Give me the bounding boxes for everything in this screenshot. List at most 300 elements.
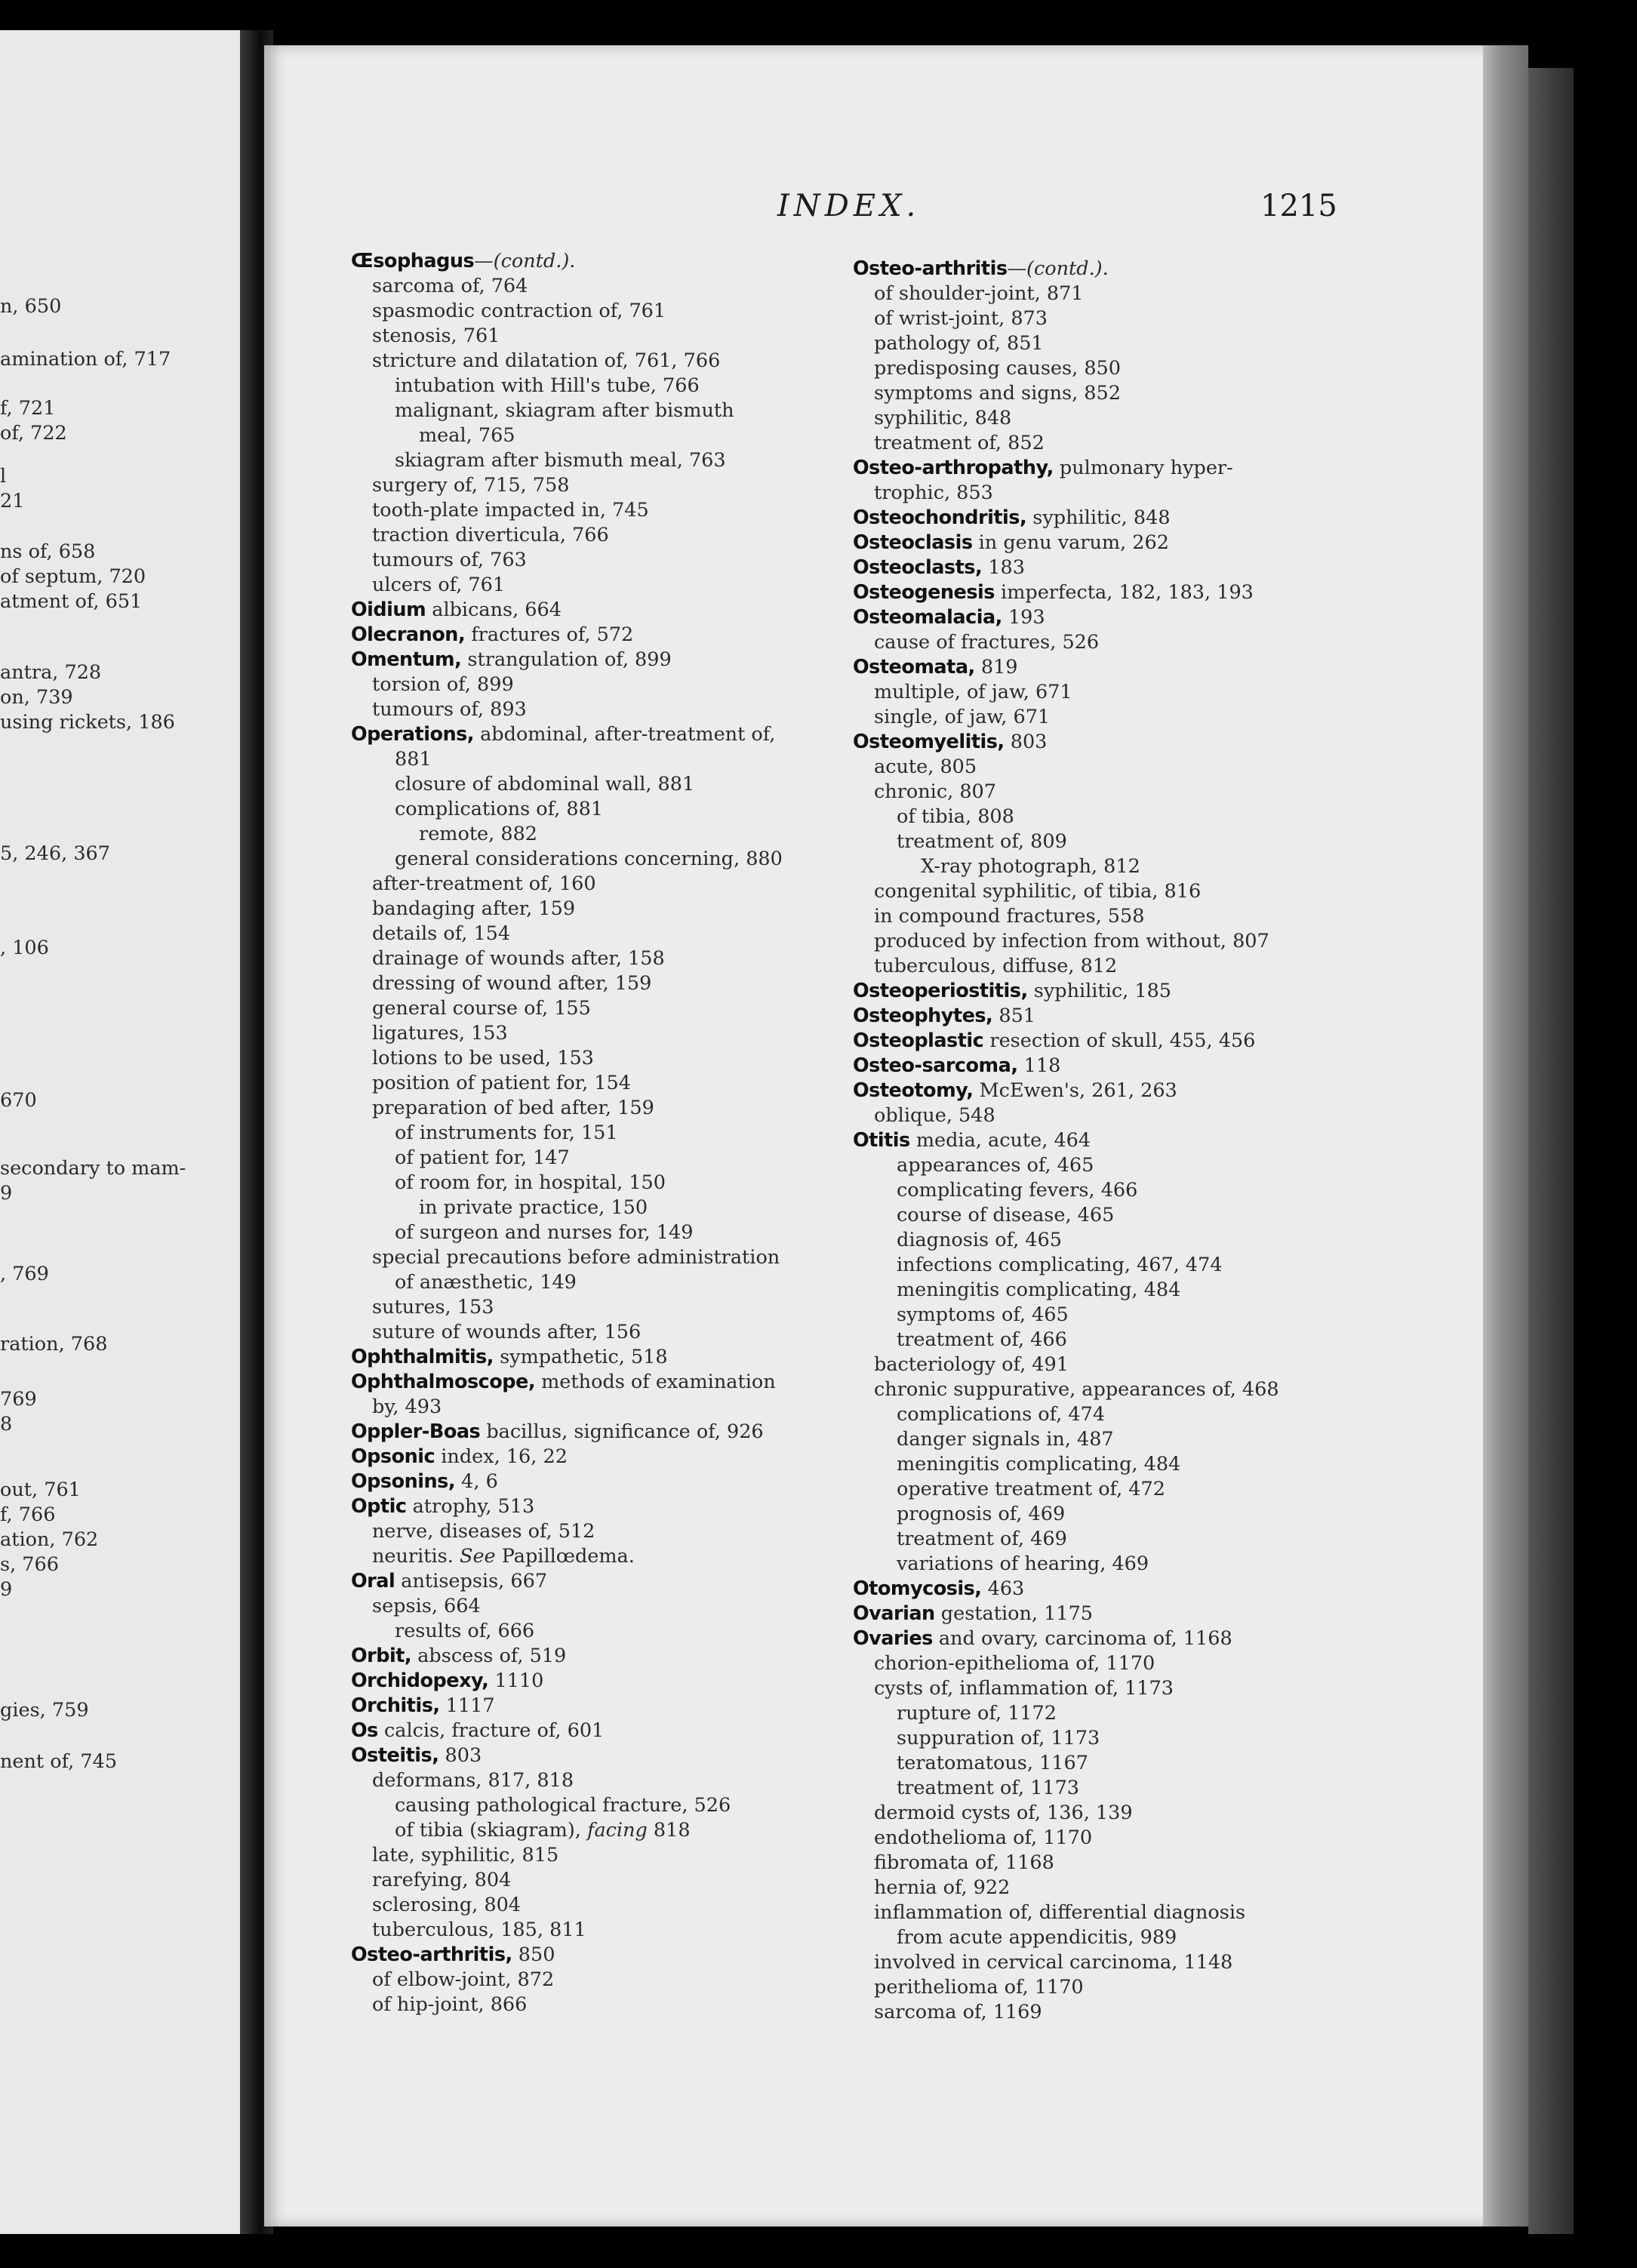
index-entry	[853, 555, 1328, 580]
left-fragment: 5, 246, 367	[0, 842, 110, 865]
index-entry	[853, 1128, 1328, 1153]
index-entry	[351, 249, 819, 274]
index-subentry	[853, 1452, 1328, 1477]
index-subentry	[351, 1544, 819, 1569]
left-fragment: 670	[0, 1089, 37, 1112]
index-text: pathology of, 851	[874, 332, 1044, 355]
index-subentry	[351, 1146, 819, 1171]
index-text: treatment of, 469	[897, 1528, 1067, 1550]
index-heading: Osteoclasts,	[853, 556, 983, 579]
index-text: 851	[992, 1005, 1036, 1027]
index-text: 881	[395, 748, 432, 771]
index-text: 819	[974, 656, 1018, 679]
index-text: meningitis complicating, 484	[897, 1453, 1181, 1476]
index-entry	[853, 1626, 1328, 1651]
index-subentry	[351, 1843, 819, 1868]
index-entry	[853, 1079, 1328, 1103]
index-heading: Osteochondritis,	[853, 506, 1027, 529]
index-text: danger signals in, 487	[897, 1428, 1114, 1451]
index-text: complicating fevers, 466	[897, 1179, 1138, 1202]
index-text: 118	[1017, 1054, 1061, 1077]
index-text: of surgeon and nurses for, 149	[395, 1221, 694, 1244]
left-fragment: 9	[0, 1578, 13, 1601]
left-fragment: amination of, 717	[0, 348, 171, 371]
index-heading: Orchidopexy,	[351, 1669, 489, 1692]
index-text: syphilitic, 185	[1027, 980, 1172, 1002]
index-heading: Osteo-arthritis,	[351, 1943, 512, 1966]
index-text: predisposing causes, 850	[874, 357, 1121, 380]
index-heading: Osteophytes,	[853, 1005, 993, 1027]
index-text: from acute appendicitis, 989	[897, 1926, 1177, 1949]
index-text: bandaging after, 159	[372, 897, 576, 920]
index-text: meningitis complicating, 484	[897, 1279, 1181, 1301]
index-text: 818	[647, 1819, 691, 1842]
index-subentry	[351, 747, 819, 772]
index-subentry	[351, 922, 819, 946]
index-subentry	[351, 1220, 819, 1245]
index-text: rupture of, 1172	[897, 1702, 1057, 1725]
index-heading: Osteoclasis	[853, 531, 973, 554]
index-subentry	[853, 406, 1328, 431]
index-text: fibromata of, 1168	[874, 1851, 1054, 1874]
index-column-left	[351, 249, 819, 2017]
index-subentry	[351, 473, 819, 498]
index-text: 4, 6	[455, 1470, 498, 1493]
index-text: of shoulder-joint, 871	[874, 282, 1084, 305]
index-entry	[853, 1029, 1328, 1054]
index-text: oblique, 548	[874, 1104, 995, 1127]
index-subentry	[351, 872, 819, 897]
index-heading: Opsonins,	[351, 1470, 456, 1493]
index-text: ulcers of, 761	[372, 574, 506, 596]
index-text: strangulation of, 899	[461, 648, 672, 671]
index-entry	[351, 1345, 819, 1370]
index-subentry	[853, 1801, 1328, 1826]
left-fragment: atment of, 651	[0, 590, 143, 613]
index-subentry	[351, 1096, 819, 1121]
index-text: of wrist-joint, 873	[874, 307, 1048, 330]
index-text: stenosis, 761	[372, 325, 500, 347]
index-text: 1117	[439, 1694, 495, 1717]
index-subentry	[853, 331, 1328, 356]
index-subentry	[351, 1918, 819, 1943]
index-entry	[351, 1644, 819, 1669]
index-text: course of disease, 465	[897, 1204, 1115, 1226]
index-text: treatment of, 1173	[897, 1777, 1080, 1799]
index-entry	[853, 1004, 1328, 1029]
index-text: after-treatment of, 160	[372, 872, 596, 895]
left-fragment: of, 722	[0, 422, 67, 445]
index-subentry	[351, 1395, 819, 1420]
index-entry	[351, 722, 819, 747]
index-heading: Osteitis,	[351, 1744, 439, 1767]
index-entry	[853, 456, 1328, 481]
index-text: tumours of, 893	[372, 698, 527, 721]
index-text: index, 16, 22	[435, 1445, 568, 1468]
index-text: in compound fractures, 558	[874, 905, 1145, 928]
index-heading: Osteomalacia,	[853, 606, 1002, 629]
index-text: intubation with Hill's tube, 766	[395, 374, 700, 397]
index-text: single, of jaw, 671	[874, 706, 1051, 728]
index-subentry	[351, 697, 819, 722]
left-fragment: ration, 768	[0, 1333, 108, 1356]
index-subentry	[853, 1203, 1328, 1228]
index-text: general considerations concerning, 880	[395, 848, 783, 870]
page-number: 1215	[1260, 189, 1337, 223]
index-subentry	[351, 1768, 819, 1793]
index-text: appearances of, 465	[897, 1154, 1094, 1177]
index-heading: Osteoperiostitis,	[853, 980, 1028, 1002]
index-heading: Olecranon,	[351, 623, 466, 646]
index-heading: Operations,	[351, 723, 474, 746]
index-subentry	[351, 448, 819, 473]
index-subentry	[853, 904, 1328, 929]
index-text: of tibia (skiagram),	[395, 1819, 587, 1842]
index-subentry	[351, 1320, 819, 1345]
index-subentry	[351, 1171, 819, 1196]
index-text: surgery of, 715, 758	[372, 474, 570, 497]
index-entry	[853, 979, 1328, 1004]
index-subentry	[351, 399, 819, 423]
index-subentry	[853, 431, 1328, 456]
index-subentry	[351, 1021, 819, 1046]
index-entry	[351, 1494, 819, 1519]
index-text: sutures, 153	[372, 1296, 494, 1319]
index-text: imperfecta, 182, 183, 193	[994, 581, 1254, 604]
index-text: skiagram after bismuth meal, 763	[395, 449, 726, 472]
index-text: suture of wounds after, 156	[372, 1321, 642, 1343]
left-fragment: gies, 759	[0, 1699, 89, 1722]
left-fragment: f, 721	[0, 397, 56, 420]
index-text: complications of, 881	[395, 798, 604, 820]
left-fragment: n, 650	[0, 295, 62, 318]
index-text: congenital syphilitic, of tibia, 816	[874, 880, 1202, 903]
index-subentry	[351, 548, 819, 573]
index-subentry	[351, 1071, 819, 1096]
index-subentry	[853, 1552, 1328, 1577]
index-text: results of, 666	[395, 1620, 535, 1642]
index-subentry	[853, 1377, 1328, 1402]
index-heading: Ophthalmoscope,	[351, 1371, 536, 1393]
index-subentry	[351, 1793, 819, 1818]
index-text: sympathetic, 518	[493, 1346, 668, 1368]
index-heading: Optic	[351, 1495, 407, 1518]
index-text: fractures of, 572	[465, 623, 634, 646]
index-subentry	[853, 1402, 1328, 1427]
index-text: drainage of wounds after, 158	[372, 947, 665, 970]
index-text: details of, 154	[372, 922, 511, 945]
index-text: 183	[982, 556, 1025, 579]
index-heading: Osteo-sarcoma,	[853, 1054, 1018, 1077]
index-text: .	[1102, 257, 1109, 280]
left-fragment: 21	[0, 490, 25, 512]
left-fragment: of septum, 720	[0, 565, 146, 588]
book-cover-edge	[1528, 68, 1574, 2234]
index-subentry	[853, 1328, 1328, 1352]
index-subentry	[351, 1594, 819, 1619]
index-text: special precautions before administration	[372, 1246, 780, 1269]
index-text: 803	[1004, 731, 1048, 753]
index-text: treatment of, 809	[897, 830, 1067, 853]
index-text: tooth-plate impacted in, 745	[372, 499, 649, 522]
index-subentry	[853, 1676, 1328, 1701]
index-text: endothelioma of, 1170	[874, 1826, 1093, 1849]
index-text: prognosis of, 469	[897, 1503, 1066, 1525]
index-text: 193	[1002, 606, 1045, 629]
index-heading: Ophthalmitis,	[351, 1346, 494, 1368]
index-text: treatment of, 466	[897, 1328, 1067, 1351]
left-fragment: 8	[0, 1413, 13, 1436]
index-text: neuritis.	[372, 1545, 460, 1568]
index-heading: Omentum,	[351, 648, 462, 671]
index-subentry	[853, 1751, 1328, 1776]
index-text: suppuration of, 1173	[897, 1727, 1100, 1749]
index-subentry	[853, 1278, 1328, 1303]
index-subentry	[853, 1103, 1328, 1128]
index-entry	[351, 1669, 819, 1694]
index-text: and ovary, carcinoma of, 1168	[932, 1627, 1232, 1650]
left-fragment: nent of, 745	[0, 1750, 118, 1773]
index-subentry	[853, 1352, 1328, 1377]
index-text: 463	[981, 1577, 1025, 1600]
index-text: acute, 805	[874, 755, 977, 778]
index-text: hernia of, 922	[874, 1876, 1011, 1899]
index-entry	[351, 623, 819, 648]
index-text: deformans, 817, 818	[372, 1769, 574, 1792]
index-text: remote, 882	[419, 823, 538, 845]
index-text: of elbow-joint, 872	[372, 1968, 555, 1991]
index-text: in genu varum, 262	[972, 531, 1169, 554]
index-text: lotions to be used, 153	[372, 1047, 594, 1069]
left-fragment: out, 761	[0, 1479, 81, 1501]
index-entry	[351, 1943, 819, 1968]
index-text: cause of fractures, 526	[874, 631, 1100, 654]
index-text: sclerosing, 804	[372, 1894, 522, 1916]
left-fragment: ation, 762	[0, 1528, 99, 1551]
index-subentry	[853, 1502, 1328, 1527]
index-text: by, 493	[372, 1396, 442, 1418]
left-fragment: 769	[0, 1388, 37, 1411]
index-subentry	[853, 1303, 1328, 1328]
index-text: malignant, skiagram after bismuth	[395, 399, 734, 422]
index-text: variations of hearing, 469	[897, 1553, 1149, 1575]
index-subentry	[853, 1975, 1328, 2000]
index-entry	[351, 1370, 819, 1395]
index-heading: Ovarian	[853, 1602, 935, 1625]
index-subentry	[351, 946, 819, 971]
index-subentry	[853, 929, 1328, 954]
index-text: torsion of, 899	[372, 673, 514, 696]
index-subentry	[351, 1619, 819, 1644]
index-text: nerve, diseases of, 512	[372, 1520, 595, 1543]
index-text: traction diverticula, 766	[372, 524, 609, 546]
index-text: symptoms of, 465	[897, 1303, 1069, 1326]
index-subentry	[351, 374, 819, 399]
index-heading: Osteotomy,	[853, 1079, 974, 1102]
index-entry	[351, 1469, 819, 1494]
index-entry	[853, 531, 1328, 555]
index-subentry	[853, 356, 1328, 381]
index-subentry	[853, 381, 1328, 406]
index-text: position of patient for, 154	[372, 1072, 631, 1094]
index-text: of instruments for, 151	[395, 1122, 618, 1144]
index-subentry	[853, 755, 1328, 780]
index-text: inflammation of, differential diagnosis	[874, 1901, 1246, 1924]
index-heading: Oral	[351, 1570, 395, 1593]
left-fragment: 9	[0, 1182, 13, 1205]
index-heading: Osteomata,	[853, 656, 975, 679]
index-subentry	[853, 1178, 1328, 1203]
index-text: bacillus, significance of, 926	[480, 1420, 764, 1443]
index-text: pulmonary hyper-	[1053, 457, 1233, 479]
index-text: tuberculous, diffuse, 812	[874, 955, 1118, 977]
index-subentry	[351, 498, 819, 523]
index-text: trophic, 853	[874, 482, 993, 504]
index-text: teratomatous, 1167	[897, 1752, 1088, 1774]
index-text: methods of examination	[535, 1371, 776, 1393]
index-text: closure of abdominal wall, 881	[395, 773, 695, 795]
index-entry	[351, 1445, 819, 1469]
left-fragment: on, 739	[0, 686, 73, 709]
index-heading: Os	[351, 1719, 378, 1742]
index-heading: Oppler-Boas	[351, 1420, 481, 1443]
page-edge	[1483, 45, 1528, 2226]
index-subentry	[351, 324, 819, 349]
index-heading: Otomycosis,	[853, 1577, 982, 1600]
index-text: resection of skull, 455, 456	[983, 1029, 1256, 1052]
index-text: produced by infection from without, 807	[874, 930, 1269, 952]
index-subentry	[853, 1900, 1328, 1925]
index-entry	[853, 1054, 1328, 1079]
index-text: meal, 765	[419, 424, 515, 447]
index-heading: Osteogenesis	[853, 581, 995, 604]
index-text: spasmodic contraction of, 761	[372, 300, 666, 322]
left-page	[0, 30, 242, 2234]
index-text: complications of, 474	[897, 1403, 1106, 1426]
index-subentry	[853, 630, 1328, 655]
left-fragment: ns of, 658	[0, 540, 96, 563]
index-column-right	[853, 257, 1328, 2025]
index-text: rarefying, 804	[372, 1869, 512, 1891]
index-subentry	[351, 349, 819, 374]
index-subentry	[853, 1826, 1328, 1851]
index-text: gestation, 1175	[934, 1602, 1094, 1625]
index-text: McEwen's, 261, 263	[973, 1079, 1177, 1102]
index-text: in private practice, 150	[419, 1196, 648, 1219]
index-text: —	[474, 250, 494, 272]
index-entry	[853, 506, 1328, 531]
index-text: —	[1007, 257, 1026, 280]
index-text: of patient for, 147	[395, 1146, 570, 1169]
index-subentry	[853, 1253, 1328, 1278]
index-subentry	[351, 822, 819, 847]
index-subentry	[351, 971, 819, 996]
index-subentry	[853, 1726, 1328, 1751]
index-heading: Orchitis,	[351, 1694, 440, 1717]
index-text: preparation of bed after, 159	[372, 1097, 654, 1119]
index-subentry	[853, 1527, 1328, 1552]
index-text: sarcoma of, 764	[372, 275, 528, 297]
index-entry	[853, 580, 1328, 605]
index-text: of room for, in hospital, 150	[395, 1171, 666, 1194]
index-entry	[351, 1569, 819, 1594]
index-text: syphilitic, 848	[1026, 506, 1171, 529]
index-subentry	[351, 1245, 819, 1270]
index-heading: Œsophagus	[351, 250, 475, 272]
index-subentry	[853, 481, 1328, 506]
index-heading: Orbit,	[351, 1645, 412, 1667]
index-entry	[853, 605, 1328, 630]
index-subentry	[853, 805, 1328, 829]
index-subentry	[853, 306, 1328, 331]
page-header-title: INDEX.	[777, 189, 921, 223]
index-text: X-ray photograph, 812	[921, 855, 1140, 878]
index-subentry	[351, 1270, 819, 1295]
left-fragment: l	[0, 465, 7, 488]
index-entry	[853, 257, 1328, 282]
index-subentry	[853, 1851, 1328, 1876]
index-text: multiple, of jaw, 671	[874, 681, 1072, 703]
index-subentry	[853, 1153, 1328, 1178]
index-subentry	[351, 423, 819, 448]
index-entry	[351, 1420, 819, 1445]
index-text: abdominal, after-treatment of,	[473, 723, 776, 746]
index-entry	[853, 655, 1328, 680]
index-text: diagnosis of, 465	[897, 1229, 1062, 1251]
index-heading: Opsonic	[351, 1445, 435, 1468]
left-fragment: f, 766	[0, 1503, 56, 1526]
index-text: bacteriology of, 491	[874, 1353, 1069, 1376]
index-text: albicans, 664	[426, 599, 562, 621]
index-text: involved in cervical carcinoma, 1148	[874, 1951, 1233, 1974]
index-text: causing pathological fracture, 526	[395, 1794, 731, 1817]
left-fragment: , 769	[0, 1263, 49, 1285]
index-heading: Osteo-arthritis	[853, 257, 1008, 280]
index-subentry	[853, 1950, 1328, 1975]
index-subentry	[351, 1868, 819, 1893]
left-fragment: s, 766	[0, 1553, 59, 1576]
index-text: chronic suppurative, appearances of, 468	[874, 1378, 1279, 1401]
index-subentry	[351, 897, 819, 922]
italic-text: (contd.)	[493, 250, 570, 272]
index-subentry	[853, 829, 1328, 854]
index-heading: Osteomyelitis,	[853, 731, 1005, 753]
index-entry	[853, 1602, 1328, 1626]
left-fragment: , 106	[0, 937, 49, 959]
index-entry	[351, 1694, 819, 1719]
index-heading: Otitis	[853, 1129, 910, 1152]
index-text: perithelioma of, 1170	[874, 1976, 1084, 1999]
index-entry	[853, 1577, 1328, 1602]
index-text: treatment of, 852	[874, 432, 1045, 454]
index-subentry	[351, 1046, 819, 1071]
index-text: late, syphilitic, 815	[372, 1844, 559, 1866]
index-heading: Ovaries	[853, 1627, 933, 1650]
index-entry	[853, 730, 1328, 755]
index-subentry	[853, 954, 1328, 979]
index-subentry	[351, 1121, 819, 1146]
index-text: atrophy, 513	[406, 1495, 535, 1518]
index-subentry	[853, 1701, 1328, 1726]
index-subentry	[853, 1876, 1328, 1900]
italic-text: (contd.)	[1026, 257, 1103, 280]
index-subentry	[853, 282, 1328, 306]
index-text: chronic, 807	[874, 780, 996, 803]
index-subentry	[351, 1295, 819, 1320]
index-subentry	[853, 1427, 1328, 1452]
index-text: .	[569, 250, 576, 272]
index-text: chorion-epithelioma of, 1170	[874, 1652, 1155, 1675]
